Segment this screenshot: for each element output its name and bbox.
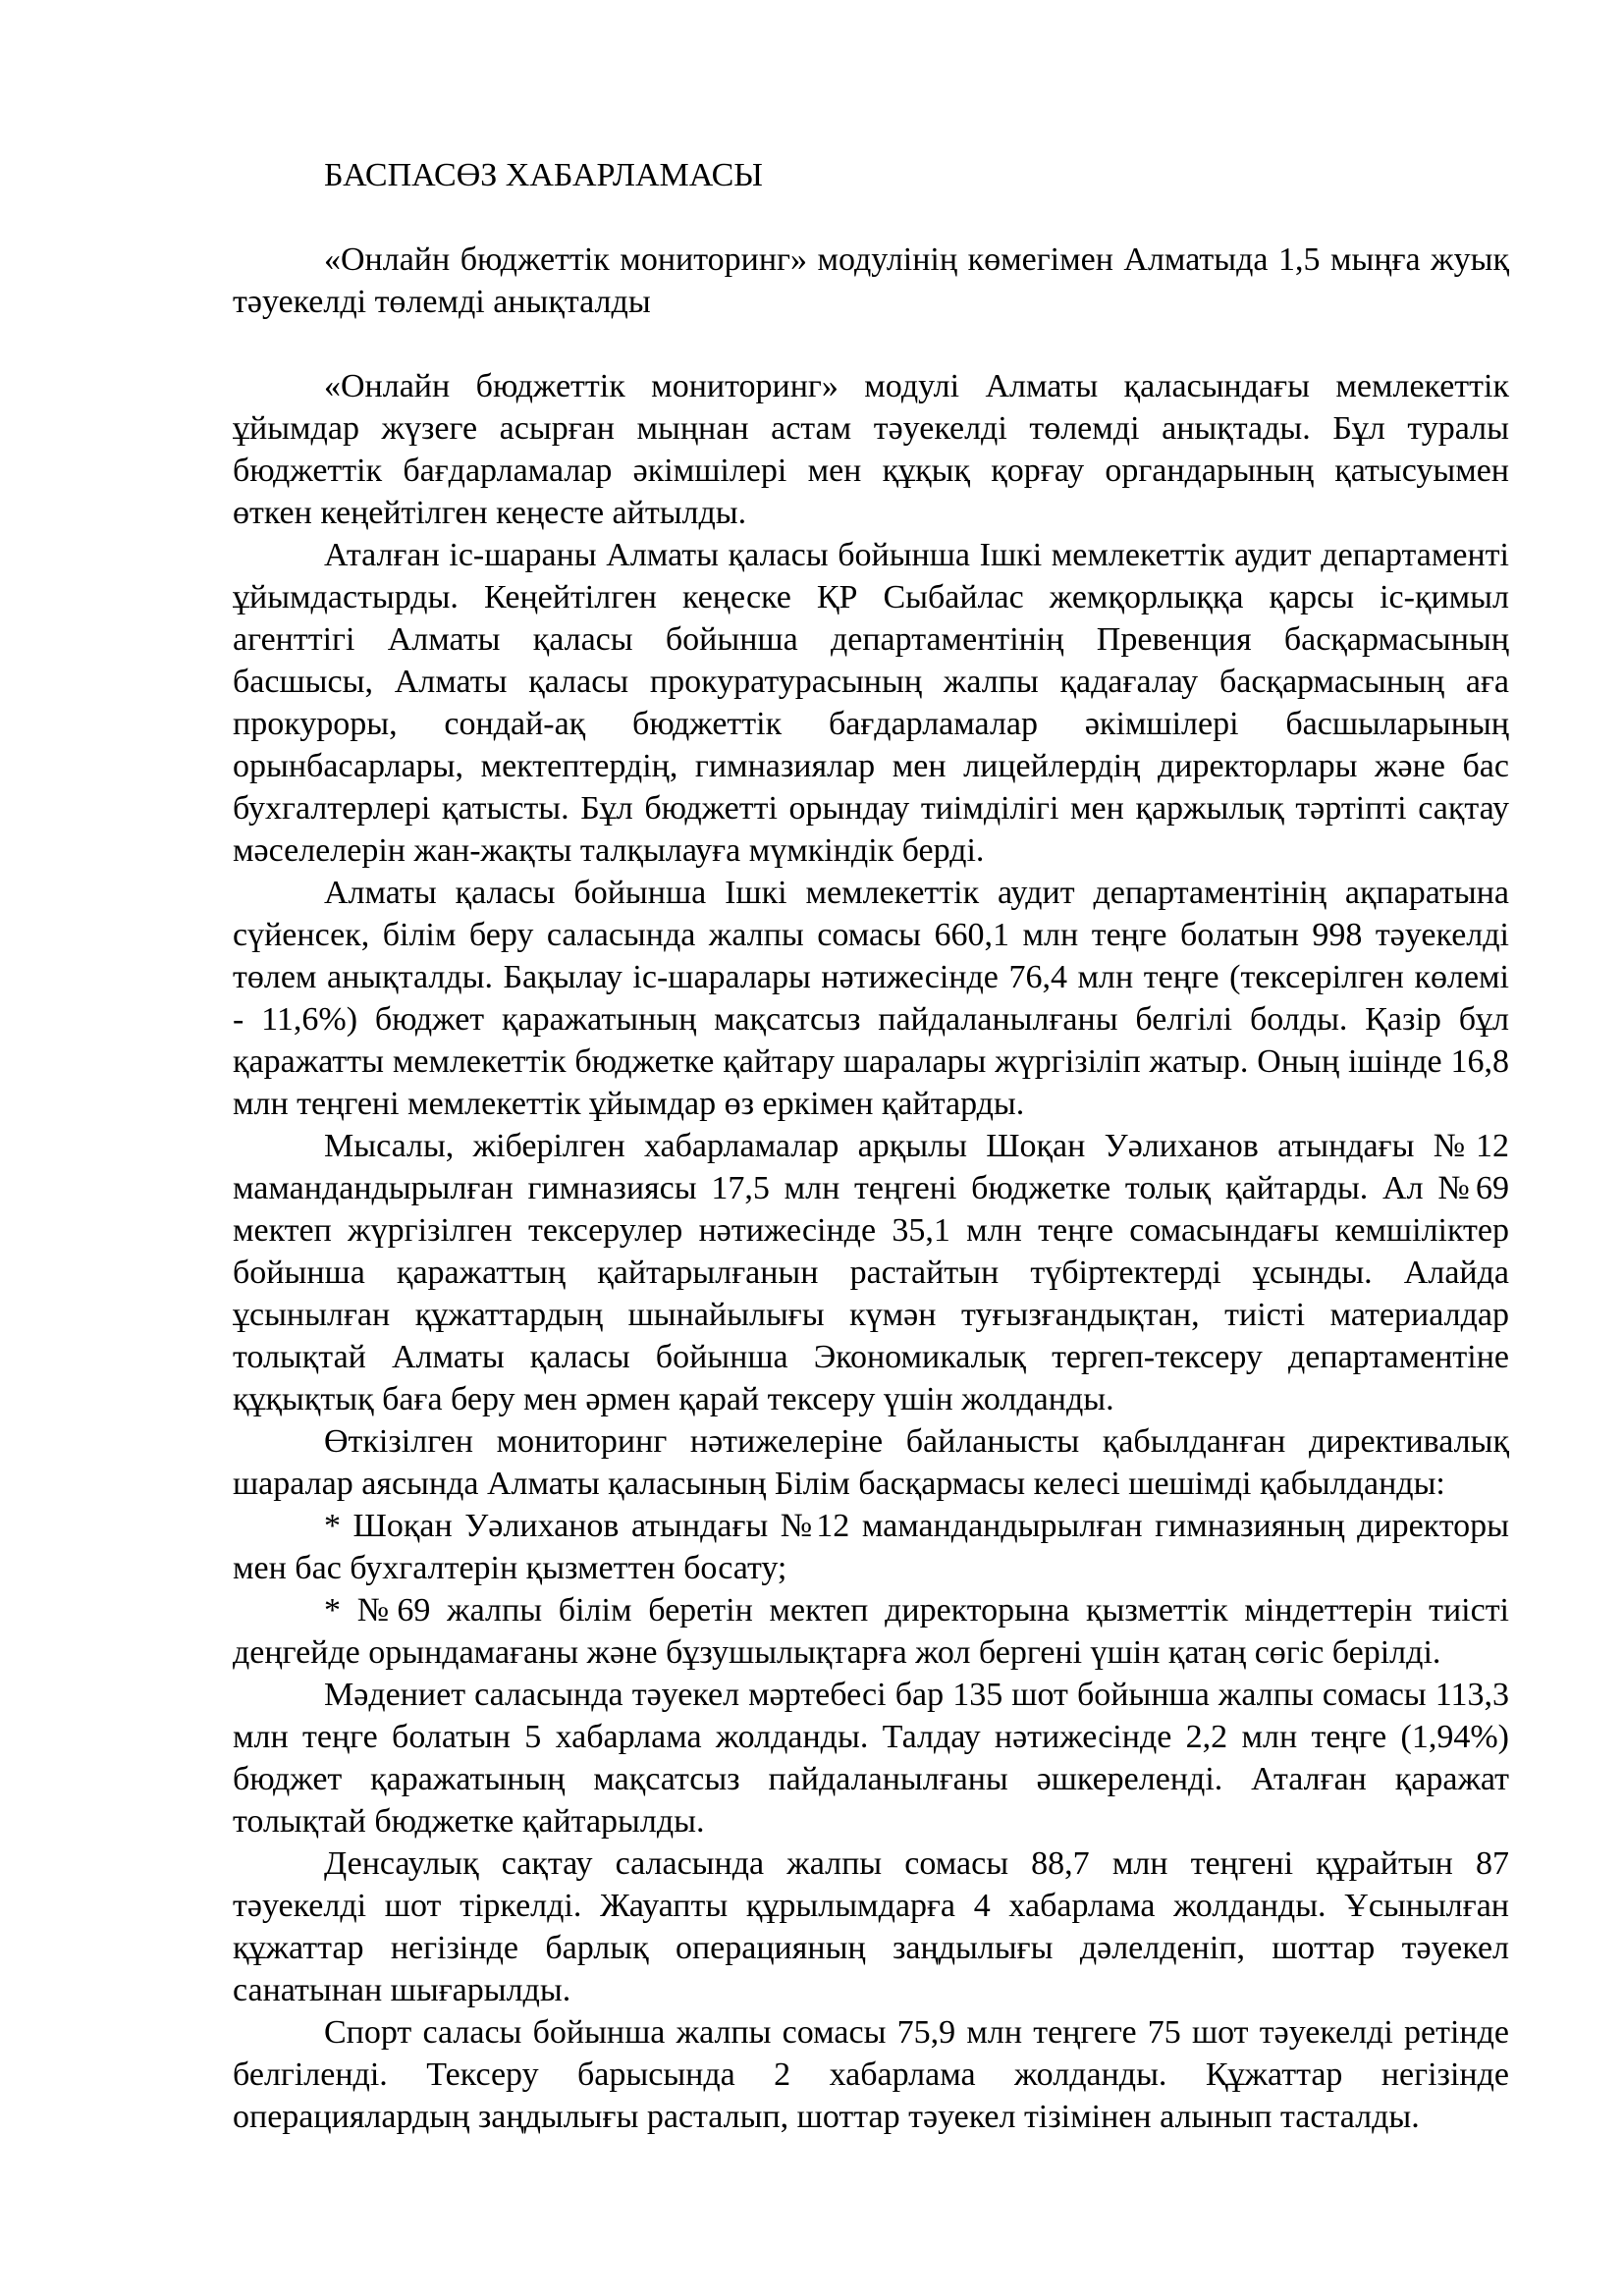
paragraph-directive-measures: Өткізілген мониторинг нәтижелеріне байланысты қабылданған директивалық шаралар аясында Алматы қаласының Білім басқармасы келесі шешімді қабылданды:: [233, 1423, 1509, 1502]
paragraph-gymnasium-case: Мысалы, жіберілген хабарламалар арқылы Шоқан Уәлиханов атындағы №12 мамандандырылған гимназиясы 17,5 млн теңгені бюджетке толық қайтарды. Ал №69 мектеп жүргізілген тексерулер нәтижесінде 35,1 млн теңге сомасындағы кемшіліктер бойынша қаражаттың қайтарылғанын растайтын түбіртектерді ұсынды. Алайда ұсынылған құжаттардың шынайылығы күмән туғызғандықтан, тиісті материалдар толықтай Алматы қаласы бойынша Экономикалық тергеп-тексеру департаментіне құқықтық баға беру мен әрмен қарай тексеру үшін жолданды.: [233, 1128, 1509, 1417]
paragraph-intro: «Онлайн бюджеттік мониторинг» модулі Алматы қаласындағы мемлекеттік ұйымдар жүзеге асырған мыңнан астам тәуекелді төлемді анықтады. Бұл туралы бюджеттік бағдарламалар әкімшілері мен құқық қорғау органдарының қатысуымен өткен кеңейтілген кеңесте айтылды.: [233, 368, 1509, 531]
document-title: БАСПАСӨЗ ХАБАРЛАМАСЫ: [324, 157, 763, 193]
document-subtitle: «Онлайн бюджеттік мониторинг» модулінің көмегімен Алматыда 1,5 мыңға жуық тәуекелді төлемді анықталды: [233, 241, 1509, 320]
paragraph-culture: Мәдениет саласында тәуекел мәртебесі бар 135 шот бойынша жалпы сомасы 113,3 млн теңге болатын 5 хабарлама жолданды. Талдау нәтижесінде 2,2 млн теңге (1,94%) бюджет қаражатының мақсатсыз пайдаланылғаны әшкереленді. Аталған қаражат толықтай бюджетке қайтарылды.: [233, 1677, 1509, 1840]
paragraph-organizers: Аталған іс-шараны Алматы қаласы бойынша Ішкі мемлекеттік аудит департаменті ұйымдастырды. Кеңейтілген кеңеске ҚР Сыбайлас жемқорлыққа қарсы іс-қимыл агенттігі Алматы қаласы бойынша департаментінің Превенция басқармасының басшысы, Алматы қаласы прокуратурасының жалпы қадағалау басқармасының аға прокуроры, сондай-ақ бюджеттік бағдарламалар әкімшілері басшыларының орынбасарлары, мектептердің, гимназиялар мен лицейлердің директорлары және бас бухгалтерлері қатысты. Бұл бюджетті орындау тиімділігі мен қаржылық тәртіпті сақтау мәселелерін жан-жақты талқылауға мүмкіндік берді.: [233, 537, 1509, 869]
bullet-dismissal: * Шоқан Уәлиханов атындағы №12 мамандандырылған гимназияның директоры мен бас бухгалтерін қызметтен босату;: [233, 1508, 1509, 1586]
paragraph-sport: Спорт саласы бойынша жалпы сомасы 75,9 млн теңгеге 75 шот тәуекелді ретінде белгіленді. Тексеру барысында 2 хабарлама жолданды. Құжаттар негізінде операциялардың заңдылығы расталып, шоттар тәуекел тізімінен алынып тасталды.: [233, 2014, 1509, 2135]
paragraph-education-figures: Алматы қаласы бойынша Ішкі мемлекеттік аудит департаментінің ақпаратына сүйенсек, білім беру саласында жалпы сомасы 660,1 млн теңге болатын 998 тәуекелді төлем анықталды. Бақылау іс-шаралары нәтижесінде 76,4 млн теңге (тексерілген көлемі - 11,6%) бюджет қаражатының мақсатсыз пайдаланылғаны белгілі болды. Қазір бұл қаражатты мемлекеттік бюджетке қайтару шаралары жүргізіліп жатыр. Оның ішінде 16,8 млн теңгені мемлекеттік ұйымдар өз еркімен қайтарды.: [233, 875, 1509, 1122]
paragraph-healthcare: Денсаулық сақтау саласында жалпы сомасы 88,7 млн теңгені құрайтын 87 тәуекелді шот тіркелді. Жауапты құрылымдарға 4 хабарлама жолданды. Ұсынылған құжаттар негізінде барлық операцияның заңдылығы дәлелденіп, шоттар тәуекел санатынан шығарылды.: [233, 1845, 1509, 2008]
bullet-reprimand: * №69 жалпы білім беретін мектеп директорына қызметтік міндеттерін тиісті деңгейде орындамағаны және бұзушылықтарға жол бергені үшін қатаң сөгіс берілді.: [233, 1592, 1509, 1671]
